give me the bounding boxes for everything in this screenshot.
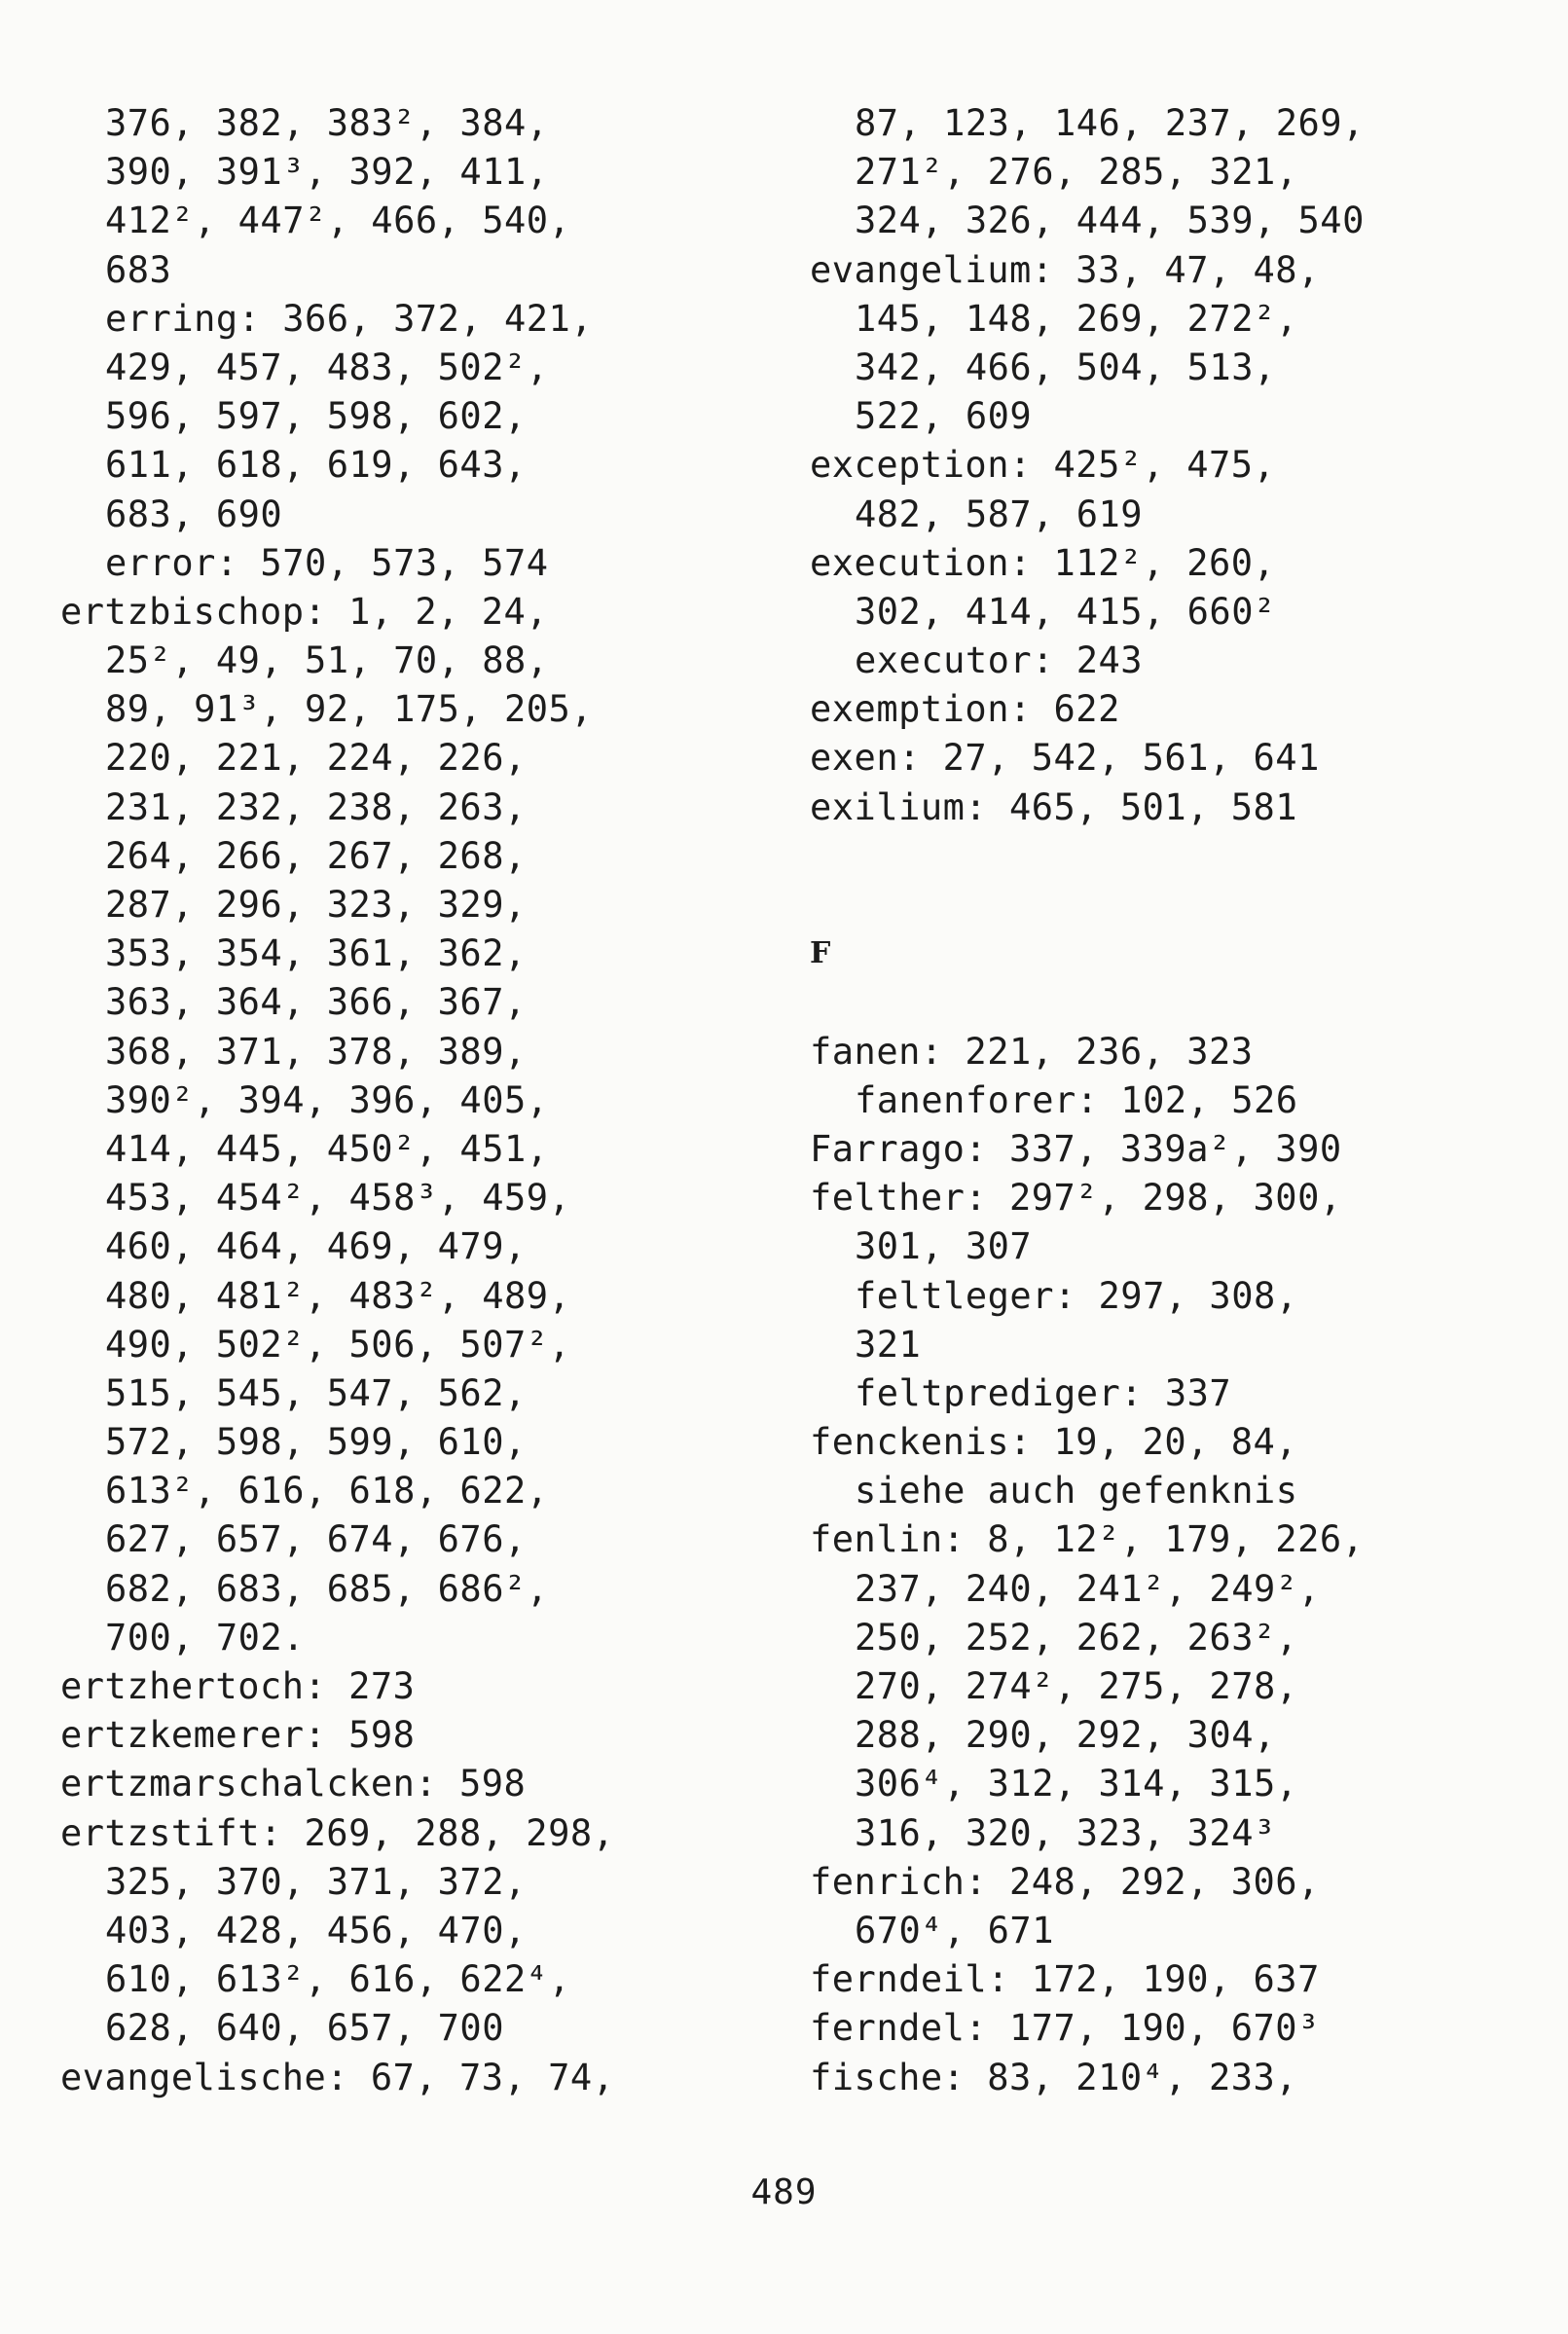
index-entry-line: ferndel: 177, 190, 670³ xyxy=(810,2007,1320,2050)
blank-line xyxy=(810,881,1365,930)
index-entry-line: 325, 370, 371, 372, xyxy=(105,1860,527,1903)
index-entry-line: 490, 502², 506, 507², xyxy=(105,1323,571,1366)
index-entry-line: fanenforer: 102, 526 xyxy=(855,1078,1298,1121)
index-entry-line: fische: 83, 210⁴, 233, xyxy=(810,2056,1298,2098)
index-entry-line: 628, 640, 657, 700 xyxy=(105,2007,504,2050)
index-entry-line: feltprediger: 337 xyxy=(855,1371,1232,1414)
index-entry-line: ferndeil: 172, 190, 637 xyxy=(810,1958,1320,2001)
index-entry-line: 390², 394, 396, 405, xyxy=(105,1078,549,1121)
blank-line xyxy=(810,832,1365,881)
index-entry-line: 288, 290, 292, 304, xyxy=(855,1714,1276,1757)
index-entry-line: 682, 683, 685, 686², xyxy=(105,1567,549,1610)
index-column-left xyxy=(60,99,614,2102)
index-entry-line: 87, 123, 146, 237, 269, xyxy=(855,102,1365,144)
index-entry-line: 324, 326, 444, 539, 540 xyxy=(855,200,1365,242)
index-entry-line: 403, 428, 456, 470, xyxy=(105,1909,527,1951)
index-entry-line: 264, 266, 267, 268, xyxy=(105,834,527,877)
index-entry-line: 287, 296, 323, 329, xyxy=(105,884,527,926)
index-entry-line: 353, 354, 361, 362, xyxy=(105,932,527,975)
index-entry-line: 482, 587, 619 xyxy=(855,492,1144,535)
index-entry-line: 390, 391³, 392, 411, xyxy=(105,151,549,194)
index-entry-line: fenrich: 248, 292, 306, xyxy=(810,1860,1320,1903)
index-entry-line: 522, 609 xyxy=(855,395,1033,438)
index-entry-line: 220, 221, 224, 226, xyxy=(105,737,527,780)
index-entry-line: 670⁴, 671 xyxy=(855,1909,1054,1951)
page-number: 489 xyxy=(750,2172,818,2212)
index-entry-line: evangelische: 67, 73, 74, xyxy=(60,2056,615,2098)
index-entry-line: 613², 616, 618, 622, xyxy=(105,1470,549,1513)
index-entry-line: 429, 457, 483, 502², xyxy=(105,346,549,388)
index-entry-line: ertzkemerer: 598 xyxy=(60,1714,416,1757)
index-entry-line: Farrago: 337, 339a², 390 xyxy=(810,1127,1342,1170)
index-entry-line: 342, 466, 504, 513, xyxy=(855,346,1276,388)
index-entry-line: 515, 545, 547, 562, xyxy=(105,1371,527,1414)
index-entry-line: 363, 364, 366, 367, xyxy=(105,981,527,1024)
index-entry-line: siehe auch gefenknis xyxy=(855,1470,1298,1513)
index-entry-line: 321 xyxy=(855,1323,922,1366)
index-entry-line: 700, 702. xyxy=(105,1616,305,1659)
index-entry-line: ertzbischop: 1, 2, 24, xyxy=(60,590,549,633)
index-entry-line: ertzhertoch: 273 xyxy=(60,1665,416,1707)
index-entry-line: 610, 613², 616, 622⁴, xyxy=(105,1958,571,2001)
index-entry-line: 302, 414, 415, 660² xyxy=(855,590,1276,633)
index-entry-line: 270, 274², 275, 278, xyxy=(855,1665,1298,1707)
index-entry-line: 301, 307 xyxy=(855,1225,1033,1268)
index-entry-line: exilium: 465, 501, 581 xyxy=(810,785,1298,828)
index-entry-line: fenlin: 8, 12², 179, 226, xyxy=(810,1518,1365,1561)
index-entry-line: feltleger: 297, 308, xyxy=(855,1274,1298,1317)
index-entry-line: 412², 447², 466, 540, xyxy=(105,200,571,242)
index-entry-line: 460, 464, 469, 479, xyxy=(105,1225,527,1268)
index-entry-line: 414, 445, 450², 451, xyxy=(105,1127,549,1170)
section-letter-heading: F xyxy=(810,936,831,971)
index-entry-line: 89, 91³, 92, 175, 205, xyxy=(105,688,594,731)
index-entry-line: fenckenis: 19, 20, 84, xyxy=(810,1421,1298,1464)
index-entry-line: 306⁴, 312, 314, 315, xyxy=(855,1763,1298,1805)
index-entry-line: fanen: 221, 236, 323 xyxy=(810,1030,1254,1073)
index-entry-line: 231, 232, 238, 263, xyxy=(105,785,527,828)
index-entry-line: 368, 371, 378, 389, xyxy=(105,1030,527,1073)
index-entry-line: 683 xyxy=(105,248,172,291)
index-entry-line: error: 570, 573, 574 xyxy=(105,541,549,584)
index-entry-line: 145, 148, 269, 272², xyxy=(855,297,1298,340)
index-entry-line: 596, 597, 598, 602, xyxy=(105,395,527,438)
index-entry-line: exception: 425², 475, xyxy=(810,444,1276,487)
index-entry-line: evangelium: 33, 47, 48, xyxy=(810,248,1320,291)
index-entry-line: 453, 454², 458³, 459, xyxy=(105,1177,571,1220)
index-entry-line: executor: 243 xyxy=(855,639,1144,682)
index-entry-line: 683, 690 xyxy=(105,492,283,535)
index-entry-line: felther: 297², 298, 300, xyxy=(810,1177,1342,1220)
index-entry-line: 611, 618, 619, 643, xyxy=(105,444,527,487)
index-entry-line: ertzstift: 269, 288, 298, xyxy=(60,1811,615,1854)
index-entry-line: execution: 112², 260, xyxy=(810,541,1276,584)
index-entry-line: 271², 276, 285, 321, xyxy=(855,151,1298,194)
index-entry-line: 376, 382, 383², 384, xyxy=(105,102,549,144)
index-entry-line: 237, 240, 241², 249², xyxy=(855,1567,1321,1610)
index-entry-line: 25², 49, 51, 70, 88, xyxy=(105,639,549,682)
index-entry-line: ertzmarschalcken: 598 xyxy=(60,1763,527,1805)
index-column-right xyxy=(810,99,1365,2102)
index-entry-line: 572, 598, 599, 610, xyxy=(105,1421,527,1464)
index-entry-line: 316, 320, 323, 324³ xyxy=(855,1811,1276,1854)
blank-line xyxy=(810,978,1365,1027)
index-entry-line: exemption: 622 xyxy=(810,688,1120,731)
index-entry-line: exen: 27, 542, 561, 641 xyxy=(810,737,1320,780)
index-entry-line: 627, 657, 674, 676, xyxy=(105,1518,527,1561)
index-entry-line: 250, 252, 262, 263², xyxy=(855,1616,1298,1659)
index-entry-line: 480, 481², 483², 489, xyxy=(105,1274,571,1317)
index-entry-line: erring: 366, 372, 421, xyxy=(105,297,594,340)
